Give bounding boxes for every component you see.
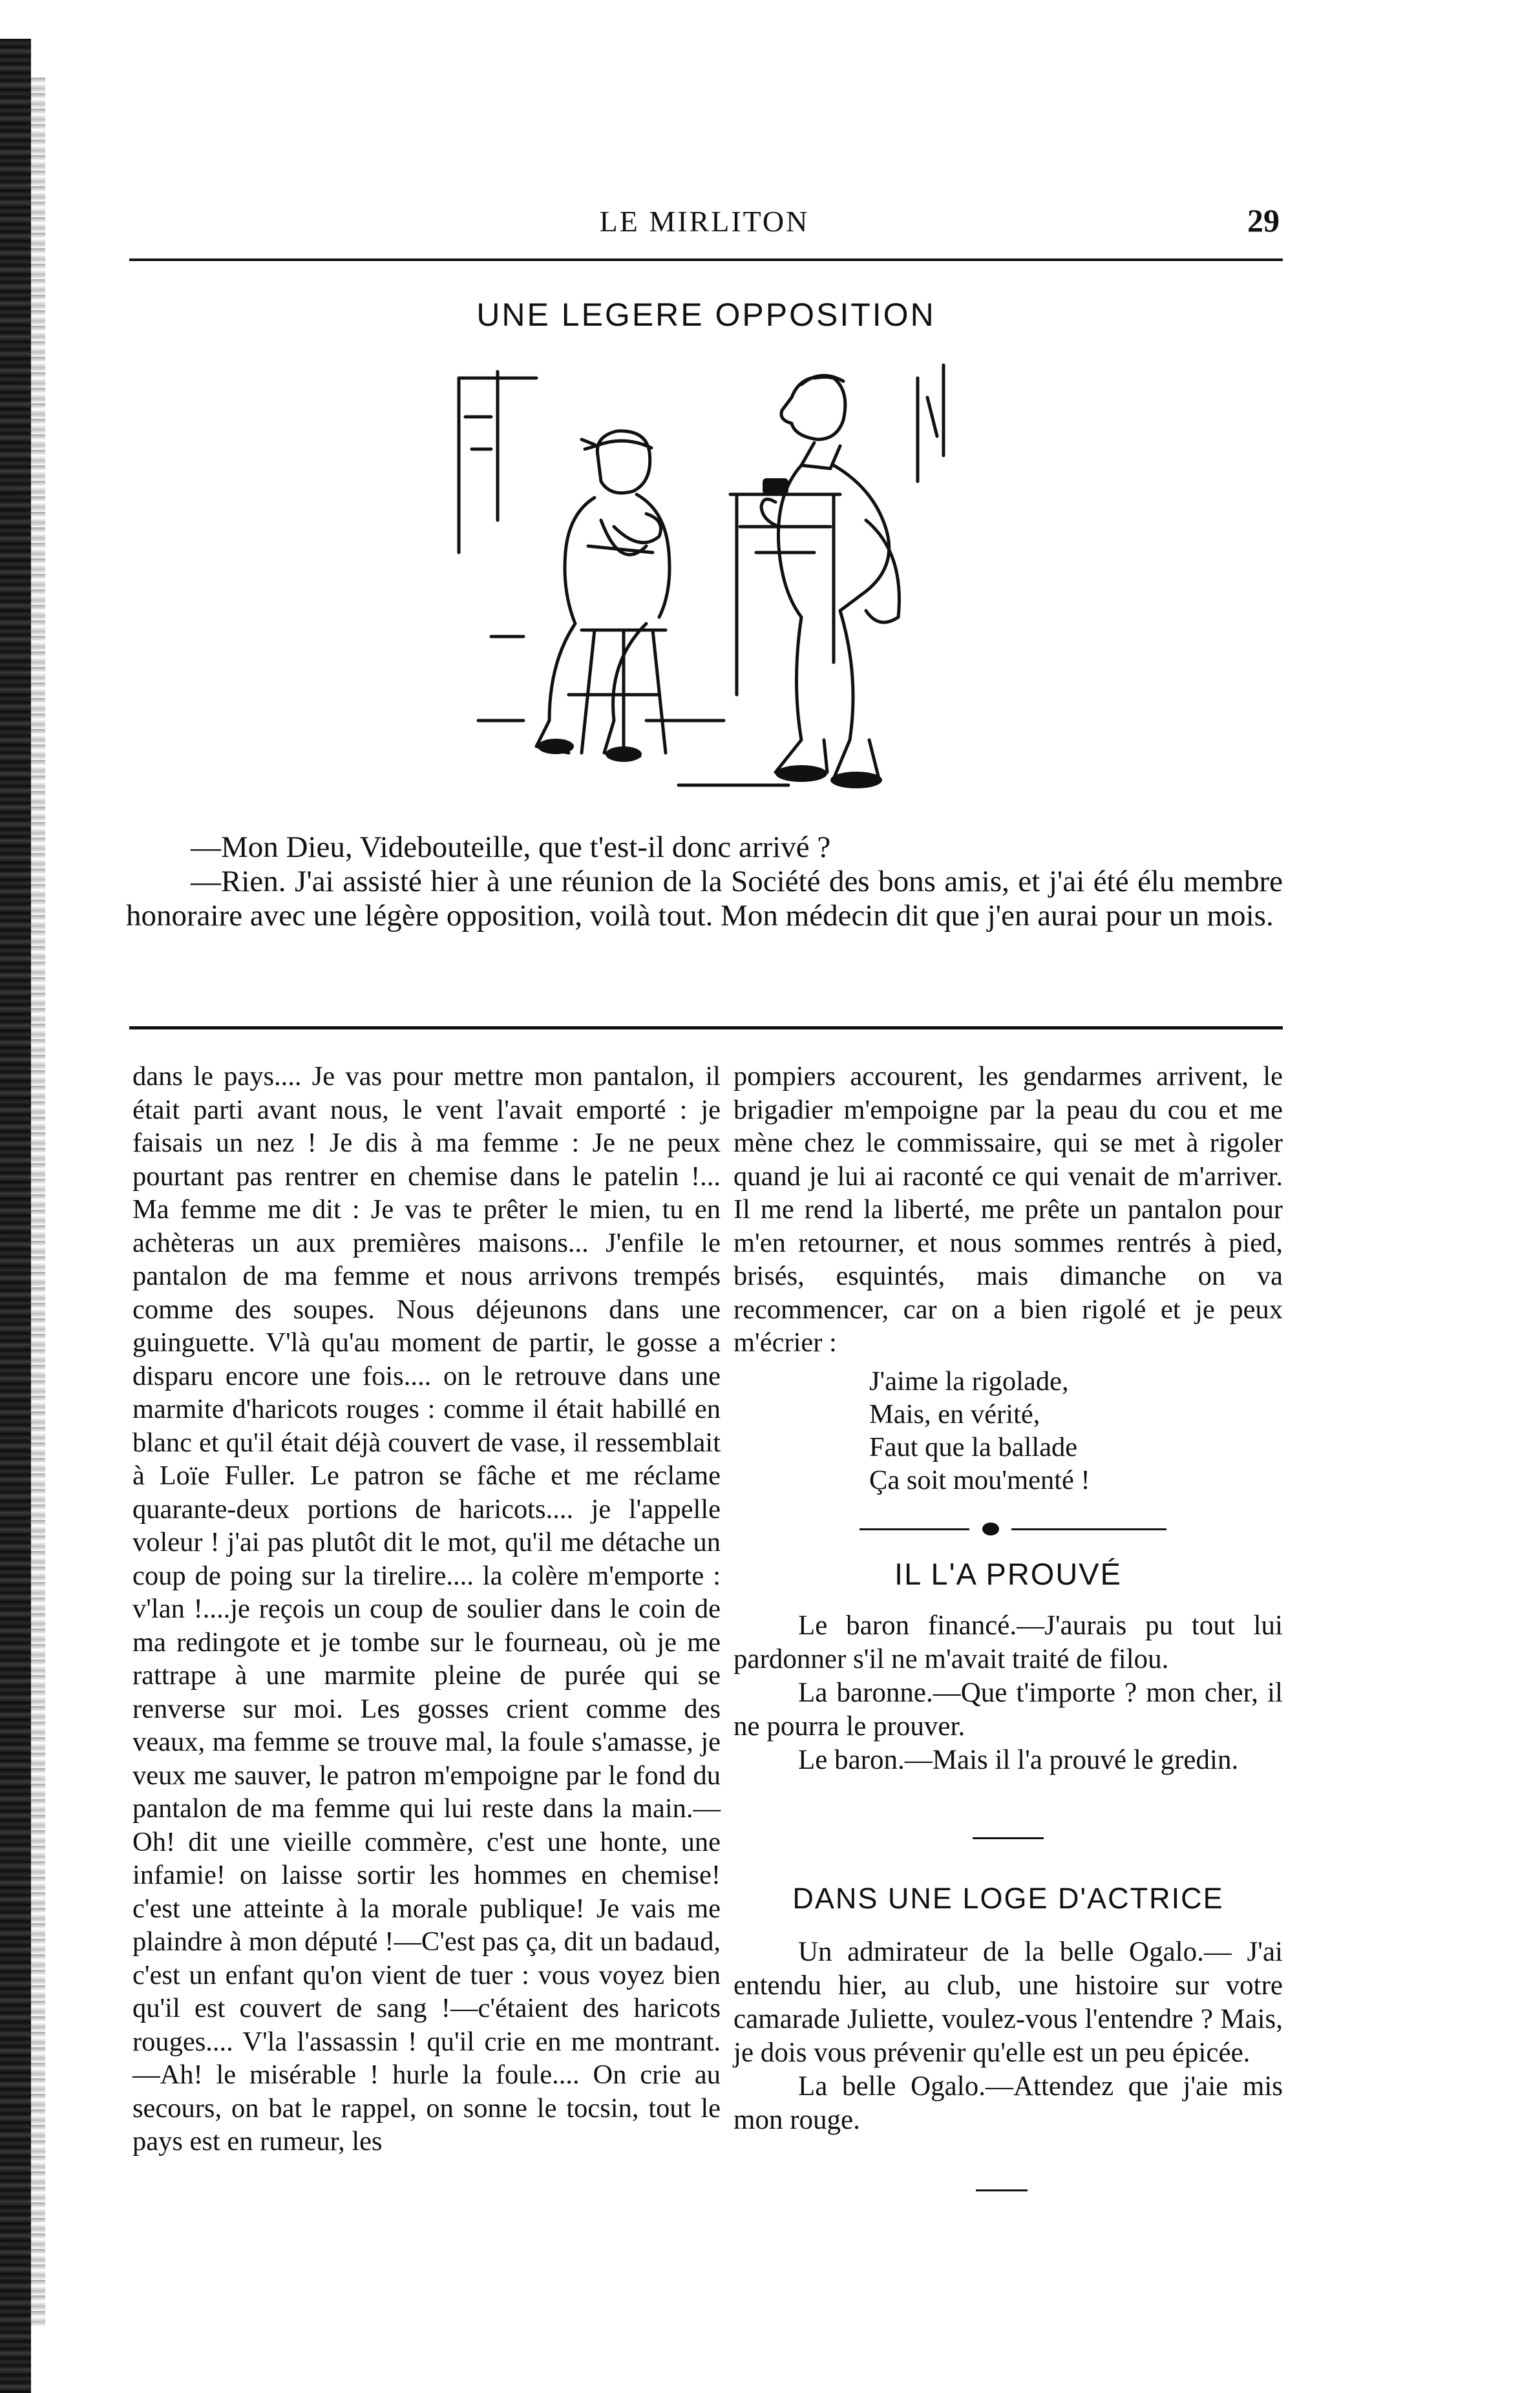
short-rule — [976, 2189, 1028, 2191]
dialogue-line: La baronne.—Que t'importe ? mon cher, il ne pourra le prouver. — [733, 1678, 1283, 1742]
verse-line: Mais, en vérité, — [869, 1399, 1040, 1429]
table — [730, 494, 840, 695]
section-2-title: IL L'A PROUVÉ — [894, 1557, 1122, 1591]
standing-man-head — [781, 377, 845, 439]
header-rule — [129, 258, 1283, 261]
standing-man-shoe-left — [775, 765, 827, 782]
ornament-rule-left — [860, 1528, 969, 1530]
ornament-diamond — [982, 1523, 999, 1535]
seated-man-arm-sling — [614, 514, 661, 543]
story-left-column — [132, 1060, 721, 2158]
section-3-title: DANS UNE LOGE D'ACTRICE — [792, 1882, 1224, 1915]
journal-title: LE MIRLITON — [599, 205, 810, 238]
story-right-column — [733, 1060, 1283, 1360]
seated-man-legs — [536, 624, 646, 756]
scan-border-shadow — [31, 78, 45, 2326]
verse-line: Ça soit mou'menté ! — [869, 1465, 1090, 1495]
caption-rule — [129, 1026, 1283, 1029]
wall-left — [459, 372, 536, 553]
caption-line: —Mon Dieu, Videbouteille, que t'est-il donc arrivé ? — [191, 830, 831, 864]
dialogue-line: La belle Ogalo.—Attendez que j'aie mis mon rouge. — [733, 2071, 1283, 2135]
dialogue-line: Le baron financé.—J'aurais pu tout lui pardonner s'il ne m'avait traité de filou. — [733, 1610, 1283, 1674]
short-rule — [973, 1837, 1044, 1839]
seated-man-shoe-left — [538, 739, 574, 754]
verse-line: J'aime la rigolade, — [869, 1366, 1069, 1397]
hat-on-table — [763, 478, 788, 494]
verse — [869, 1365, 1283, 1497]
seated-man-body — [565, 494, 670, 624]
story-paragraph: pompiers accourent, les gendarmes arrivent, le brigadier m'empoigne par la peau du cou et me mène chez le commissaire, qui se met à rigoler quand je lui ai raconté ce qui venait de m'arriver. Il me rend la liberté, me prête un pantalon pour m'en retourner, et nous sommes rentrés à pied, brisés, esquintés, mais dimanche on va recommencer, car on a bien rigolé et je peux m'écrier : — [733, 1061, 1283, 1358]
floor-lines — [478, 637, 788, 785]
verse-line: Faut que la ballade — [869, 1432, 1078, 1462]
standing-man-hand — [761, 500, 779, 527]
seated-man-shoe-right — [606, 746, 642, 762]
ornament-rule-right — [1011, 1528, 1166, 1530]
cartoon-illustration — [452, 359, 969, 805]
caption-line: —Rien. J'ai assisté hier à une réunion de la Société des bons amis, et j'ai été élu membre honoraire avec une légère opposition, voilà tout. Mon médecin dit que j'en aurai pour un mois. — [126, 865, 1283, 933]
story-paragraph: dans le pays.... Je vas pour mettre mon pantalon, il était parti avant nous, le vent l'avait emporté : je faisais un nez ! Je dis à ma femme : Je ne peux pourtant pas rentrer en chemise dans le patelin !... Ma femme me dit : Je vas te prêter le mien, tu en achèteras un aux premières maisons... J'enfile le pantalon de ma femme et nous arrivons trempés comme des soupes. Nous déjeunons dans une guinguette. V'là qu'au moment de partir, le gosse a disparu encore une fois.... on le retrouve dans une marmite d'haricots rouges : comme il était habillé en blanc et qu'il était déjà couvert de vase, il ressemblait à Loïe Fuller. Le patron se fâche et me réclame quarante-deux portions de haricots.... je l'appelle voleur ! j'ai pas plutôt dit le mot, qu'il me détache un coup de poing sur la tirelire.... la colère m'emporte : v'lan !....je reçois un coup de soulier dans le coin de ma redingote et je tombe sur le fourneau, où je me rattrape à une marmite pleine de purée qui se renverse sur moi. Les gosses crient comme des veaux, ma femme se trouve mal, la foule s'amasse, je veux me sauver, le patron m'empoigne par le fond du pantalon de ma femme qui lui reste dans la main.—Oh! dit une vieille commère, c'est une honte, une infamie! on laisse sortir les hommes en chemise! c'est une atteinte à la morale publique! Je vais me plaindre à mon député !—C'est pas ça, dit un badaud, c'est un enfant qu'on vient de tuer : vous voyez bien qu'il est couvert de sang !—c'étaient des haricots rouges.... V'la l'assassin ! qu'il crie en me montrant. —Ah! le misérable ! hurle la foule.... On crie au secours, on bat le rappel, on sonne le tocsin, tout le pays est en rumeur, les — [132, 1061, 721, 2156]
standing-man-legs — [775, 611, 879, 779]
scan-border — [0, 39, 31, 2393]
standing-man-shoe-right — [830, 772, 882, 788]
dialogue-line: Le baron.—Mais il l'a prouvé le gredin. — [798, 1745, 1239, 1775]
cartoon-caption — [126, 830, 1283, 933]
section-2-text — [733, 1609, 1283, 1777]
section-3-text — [733, 1935, 1283, 2137]
head-bandage — [582, 439, 651, 449]
stool — [582, 630, 666, 753]
page-number: 29 — [1247, 202, 1280, 238]
cartoon-title: UNE LEGERE OPPOSITION — [476, 297, 936, 333]
wall-right — [918, 365, 944, 481]
running-head — [129, 204, 1280, 243]
dialogue-line: Un admirateur de la belle Ogalo.— J'ai entendu hier, au club, une histoire sur votre camarade Juliette, voulez-vous l'entendre ? Mais, je dois vous prévenir qu'elle est un peu épicée. — [733, 1937, 1283, 2068]
